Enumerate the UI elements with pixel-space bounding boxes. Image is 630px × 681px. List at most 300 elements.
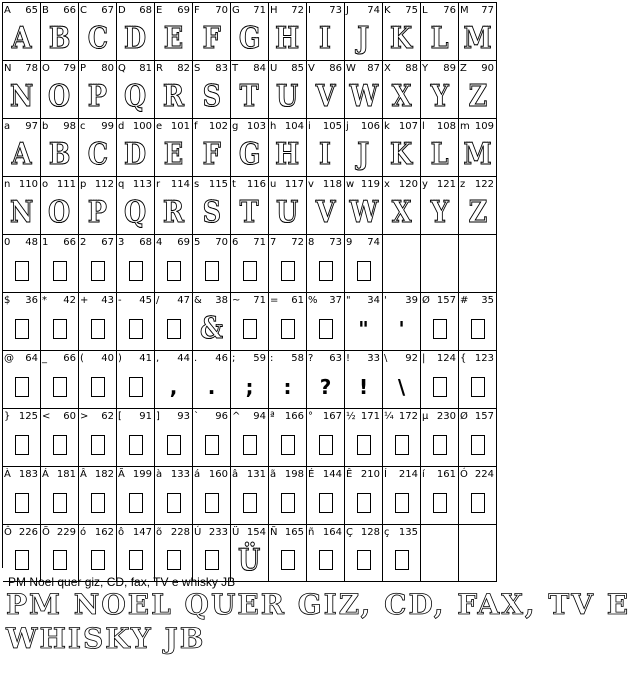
glyph-char: ' [384, 295, 387, 306]
glyph-label [194, 469, 229, 480]
glyph-char: : [270, 353, 274, 364]
glyph-code: 69 [177, 237, 190, 248]
glyph-code: 45 [139, 295, 152, 306]
glyph-code: 59 [253, 353, 266, 364]
glyph-cell [41, 525, 79, 582]
missing-glyph-icon [357, 261, 371, 281]
glyph-label [156, 179, 191, 190]
glyph-label [42, 179, 77, 190]
glyph-label [270, 353, 305, 364]
glyph-char: J [346, 5, 349, 16]
missing-glyph-icon [167, 550, 181, 570]
glyph-label [80, 469, 115, 480]
missing-glyph-box [459, 425, 496, 464]
glyph-row [3, 409, 497, 467]
glyph-char: E [156, 5, 163, 16]
glyph-char: â [232, 469, 239, 480]
glyph-label [270, 5, 305, 16]
glyph-char: ; [232, 353, 236, 364]
glyph-cell [307, 119, 345, 177]
glyph-label [270, 237, 305, 248]
glyph-cell [79, 177, 117, 235]
glyph-label [4, 527, 39, 538]
sample-preview-line-1: PM NOEL QUER GIZ, CD, FAX, TV E [6, 588, 630, 621]
punctuation-glyph: ' [398, 316, 405, 341]
glyph-cell [345, 409, 383, 467]
decorative-glyph-char: Z [468, 195, 487, 230]
glyph-label [308, 237, 343, 248]
missing-glyph-box [307, 251, 344, 290]
missing-glyph-box [3, 541, 40, 579]
glyph-cell [41, 61, 79, 119]
missing-glyph-box [41, 309, 78, 348]
decorative-glyph-char: B [48, 21, 71, 56]
glyph-cell [345, 3, 383, 61]
glyph-label [384, 179, 419, 190]
decorative-glyph-char: Y [430, 79, 449, 114]
sample-preview-line-2: WHISKY JB [6, 622, 206, 655]
glyph-char: # [460, 295, 469, 306]
glyph-char: Ø [460, 411, 468, 422]
glyph-cell [79, 409, 117, 467]
glyph-cell [79, 351, 117, 409]
glyph-label [232, 295, 267, 306]
glyph-cell [345, 177, 383, 235]
decorative-glyph-char: E [163, 21, 184, 56]
glyph-cell [3, 351, 41, 409]
glyph-char: l [422, 121, 425, 132]
glyph-cell [269, 61, 307, 119]
glyph-char: 8 [308, 237, 315, 248]
glyph-char: C [80, 5, 87, 16]
missing-glyph-box [231, 425, 268, 464]
glyph-char: i [308, 121, 311, 132]
glyph-code: 228 [170, 527, 190, 538]
glyph-label [308, 353, 343, 364]
decorative-glyph [117, 19, 154, 58]
glyph-cell [383, 177, 421, 235]
glyph-code: 92 [405, 353, 418, 364]
empty-cell [459, 235, 497, 293]
glyph-code: 82 [177, 63, 190, 74]
missing-glyph-box [79, 309, 116, 348]
glyph-label [384, 63, 419, 74]
glyph-code: 160 [208, 469, 228, 480]
glyph-label [460, 63, 495, 74]
glyph-code: 71 [253, 295, 266, 306]
glyph-code: 80 [101, 63, 114, 74]
glyph-code: 109 [474, 121, 494, 132]
glyph-code: 105 [322, 121, 342, 132]
punctuation-glyph: \ [397, 374, 406, 399]
decorative-glyph-char: & [199, 311, 224, 346]
glyph-char: Á [42, 469, 49, 480]
missing-glyph-box [79, 251, 116, 290]
glyph-char: Ó [460, 469, 468, 480]
missing-glyph-icon [167, 261, 181, 281]
glyph-label [308, 179, 343, 190]
glyph-code: 118 [322, 179, 342, 190]
glyph-cell [193, 177, 231, 235]
glyph-label [270, 411, 305, 422]
decorative-glyph-char: Z [468, 79, 487, 114]
glyph-row [3, 119, 497, 177]
missing-glyph-icon [15, 435, 29, 455]
decorative-glyph-char: O [48, 79, 71, 114]
glyph-code: 62 [101, 411, 114, 422]
glyph-label [194, 353, 229, 364]
glyph-code: 70 [215, 237, 228, 248]
glyph-code: 84 [253, 63, 266, 74]
glyph-label [232, 353, 267, 364]
glyph-code: 181 [56, 469, 76, 480]
glyph-label [118, 295, 153, 306]
decorative-glyph [231, 135, 268, 174]
decorative-glyph-char: N [9, 79, 34, 114]
glyph-char: 4 [156, 237, 163, 248]
glyph-code: 101 [170, 121, 190, 132]
glyph-char: ] [156, 411, 160, 422]
glyph-cell [79, 235, 117, 293]
missing-glyph-box [383, 541, 420, 579]
glyph-char: > [80, 411, 89, 422]
glyph-code: 77 [481, 5, 494, 16]
glyph-char: _ [42, 353, 47, 364]
glyph-label [42, 411, 77, 422]
glyph-cell [269, 467, 307, 525]
missing-glyph-box [79, 541, 116, 579]
missing-glyph-box [421, 483, 458, 522]
glyph-label [232, 121, 267, 132]
glyph-cell [345, 119, 383, 177]
glyph-label [460, 179, 495, 190]
glyph-code: 161 [436, 469, 456, 480]
glyph-char: X [384, 63, 391, 74]
glyph-cell [117, 293, 155, 351]
glyph-char: D [118, 5, 126, 16]
glyph-code: 157 [474, 411, 494, 422]
decorative-glyph [155, 193, 192, 232]
glyph-cell [117, 119, 155, 177]
glyph-label [308, 295, 343, 306]
glyph-code: 167 [322, 411, 342, 422]
decorative-glyph-char: V [315, 79, 336, 114]
glyph-label [346, 295, 381, 306]
glyph-char: R [156, 63, 163, 74]
glyph-label [80, 121, 115, 132]
glyph-cell [307, 467, 345, 525]
glyph-cell [383, 467, 421, 525]
glyph-label [422, 469, 457, 480]
glyph-cell [3, 61, 41, 119]
missing-glyph-icon [205, 435, 219, 455]
decorative-glyph-char: G [238, 137, 261, 172]
empty-cell [459, 525, 497, 582]
glyph-cell [193, 467, 231, 525]
glyph-cell [193, 409, 231, 467]
missing-glyph-box [3, 367, 40, 406]
decorative-glyph [193, 135, 230, 174]
glyph-char: a [4, 121, 11, 132]
missing-glyph-icon [319, 435, 333, 455]
glyph-code: 83 [215, 63, 228, 74]
glyph-char: O [42, 63, 50, 74]
glyph-label [232, 469, 267, 480]
glyph-cell [41, 409, 79, 467]
decorative-glyph [345, 135, 382, 174]
glyph-cell [41, 293, 79, 351]
glyph-label [460, 295, 495, 306]
glyph-code: 34 [367, 295, 380, 306]
glyph-char: ! [346, 353, 351, 364]
glyph-cell [3, 119, 41, 177]
glyph-cell [3, 525, 41, 582]
glyph-code: 48 [25, 237, 38, 248]
glyph-code: 106 [360, 121, 380, 132]
glyph-code: 166 [284, 411, 304, 422]
glyph-label [156, 411, 191, 422]
glyph-label [4, 5, 39, 16]
decorative-glyph [41, 19, 78, 58]
glyph-char: Õ [42, 527, 50, 538]
glyph-code: 121 [436, 179, 456, 190]
glyph-label [308, 5, 343, 16]
glyph-char: Ê [346, 469, 353, 480]
glyph-label [156, 63, 191, 74]
glyph-label [80, 353, 115, 364]
glyph-code: 99 [101, 121, 114, 132]
glyph-char: n [4, 179, 11, 190]
glyph-cell [307, 409, 345, 467]
decorative-glyph [193, 193, 230, 232]
glyph-char: Ø [422, 295, 430, 306]
decorative-glyph-char: H [275, 21, 300, 56]
glyph-code: 42 [63, 295, 76, 306]
glyph-char: % [308, 295, 318, 306]
decorative-glyph-char: M [463, 21, 492, 56]
glyph-label [80, 237, 115, 248]
glyph-char: k [384, 121, 390, 132]
glyph-code: 233 [208, 527, 228, 538]
glyph-code: 64 [25, 353, 38, 364]
glyph-char: M [460, 5, 469, 16]
glyph-cell [155, 467, 193, 525]
missing-glyph-box [3, 483, 40, 522]
glyph-cell [269, 293, 307, 351]
glyph-code: 113 [132, 179, 152, 190]
glyph-label [384, 295, 419, 306]
glyph-code: 229 [56, 527, 76, 538]
glyph-char: = [270, 295, 279, 306]
glyph-cell [421, 293, 459, 351]
decorative-glyph [269, 77, 306, 116]
glyph-cell [41, 3, 79, 61]
glyph-label [384, 5, 419, 16]
glyph-label [308, 411, 343, 422]
glyph-cell [155, 119, 193, 177]
glyph-cell [459, 177, 497, 235]
glyph-cell [155, 293, 193, 351]
missing-glyph-box [3, 425, 40, 464]
glyph-label [308, 527, 343, 538]
glyph-code: 47 [177, 295, 190, 306]
glyph-code: 128 [360, 527, 380, 538]
glyph-char: 3 [118, 237, 125, 248]
decorative-glyph [307, 19, 344, 58]
glyph-code: 119 [360, 179, 380, 190]
glyph-cell [193, 3, 231, 61]
missing-glyph-icon [53, 377, 67, 397]
glyph-char: Y [422, 63, 429, 74]
glyph-cell [269, 525, 307, 582]
glyph-char: U [270, 63, 278, 74]
glyph-row [3, 177, 497, 235]
glyph-char: Ç [346, 527, 353, 538]
glyph-code: 74 [367, 237, 380, 248]
glyph-code: 122 [474, 179, 494, 190]
decorative-glyph [117, 77, 154, 116]
missing-glyph-icon [433, 377, 447, 397]
glyph-label [194, 5, 229, 16]
missing-glyph-box [155, 251, 192, 290]
glyph-label [384, 121, 419, 132]
glyph-cell [155, 351, 193, 409]
glyph-cell [421, 409, 459, 467]
glyph-char: ` [194, 411, 199, 422]
glyph-label [4, 411, 39, 422]
glyph-cell [231, 467, 269, 525]
glyph-char: v [308, 179, 314, 190]
glyph-cell [193, 235, 231, 293]
glyph-char: W [346, 63, 356, 74]
glyph-code: 103 [246, 121, 266, 132]
glyph-label [194, 295, 229, 306]
glyph-char: G [232, 5, 240, 16]
decorative-glyph-char: E [163, 137, 184, 172]
glyph-label [42, 295, 77, 306]
missing-glyph-icon [91, 261, 105, 281]
missing-glyph-icon [15, 377, 29, 397]
decorative-glyph [269, 135, 306, 174]
glyph-char: " [346, 295, 351, 306]
glyph-code: 157 [436, 295, 456, 306]
glyph-code: 224 [474, 469, 494, 480]
glyph-code: 61 [291, 295, 304, 306]
glyph-code: 44 [177, 353, 190, 364]
glyph-cell [231, 61, 269, 119]
missing-glyph-icon [357, 493, 371, 513]
glyph-cell [231, 235, 269, 293]
sample-text-label: PM Noel quer giz, CD, fax, TV e whisky JB [8, 575, 236, 589]
glyph-code: 115 [208, 179, 228, 190]
missing-glyph-icon [129, 550, 143, 570]
missing-glyph-box [117, 541, 154, 579]
glyph-code: 133 [170, 469, 190, 480]
glyph-char: w [346, 179, 355, 190]
decorative-glyph [383, 77, 420, 116]
missing-glyph-box [307, 541, 344, 579]
glyph-char: $ [4, 295, 11, 306]
glyph-code: 162 [94, 527, 114, 538]
glyph-cell [117, 467, 155, 525]
missing-glyph-box [231, 309, 268, 348]
punctuation-glyph: ? [319, 374, 332, 399]
decorative-glyph-char: Ü [238, 542, 261, 578]
glyph-label [4, 179, 39, 190]
glyph-row [3, 467, 497, 525]
glyph-code: 72 [291, 237, 304, 248]
glyph-code: 71 [253, 237, 266, 248]
decorative-glyph-char: P [87, 79, 108, 114]
glyph-char: o [42, 179, 49, 190]
glyph-char: V [308, 63, 315, 74]
decorative-glyph [79, 193, 116, 232]
glyph-char: L [422, 5, 428, 16]
glyph-char: ó [80, 527, 87, 538]
glyph-char: À [4, 469, 11, 480]
glyph-label [346, 5, 381, 16]
glyph-cell [345, 525, 383, 582]
decorative-glyph [3, 77, 40, 116]
glyph-cell [79, 525, 117, 582]
glyph-code: 60 [63, 411, 76, 422]
glyph-code: 104 [284, 121, 304, 132]
glyph-char: á [194, 469, 201, 480]
glyph-code: 210 [360, 469, 380, 480]
glyph-label [80, 527, 115, 538]
glyph-char: e [156, 121, 163, 132]
glyph-label [232, 179, 267, 190]
glyph-row [3, 235, 497, 293]
glyph-char: P [80, 63, 87, 74]
glyph-code: 68 [139, 5, 152, 16]
glyph-char: s [194, 179, 200, 190]
glyph-code: 33 [367, 353, 380, 364]
glyph-char: H [270, 5, 278, 16]
decorative-glyph [307, 193, 344, 232]
glyph-char: Â [80, 469, 87, 480]
glyph-cell [231, 351, 269, 409]
missing-glyph-box [345, 483, 382, 522]
glyph-code: 114 [170, 179, 190, 190]
empty-cell [421, 525, 459, 582]
missing-glyph-icon [129, 377, 143, 397]
decorative-glyph-char: Q [124, 79, 147, 114]
punctuation-glyph: ! [358, 374, 369, 399]
glyph-cell [307, 351, 345, 409]
glyph-label [270, 121, 305, 132]
glyph-code: 67 [101, 5, 114, 16]
glyph-label [346, 63, 381, 74]
glyph-cell [3, 293, 41, 351]
glyph-cell [383, 293, 421, 351]
decorative-glyph-char: V [315, 195, 336, 230]
glyph-label [118, 63, 153, 74]
glyph-label [270, 179, 305, 190]
glyph-char: ª [270, 411, 275, 422]
glyph-cell [117, 351, 155, 409]
decorative-glyph [459, 135, 496, 174]
glyph-char: m [460, 121, 470, 132]
glyph-char: 2 [80, 237, 87, 248]
glyph-char: 6 [232, 237, 239, 248]
glyph-code: 123 [474, 353, 494, 364]
glyph-char: f [194, 121, 198, 132]
missing-glyph-box [345, 251, 382, 290]
glyph-char: µ [422, 411, 429, 422]
glyph-label [232, 237, 267, 248]
glyph-cell [421, 177, 459, 235]
